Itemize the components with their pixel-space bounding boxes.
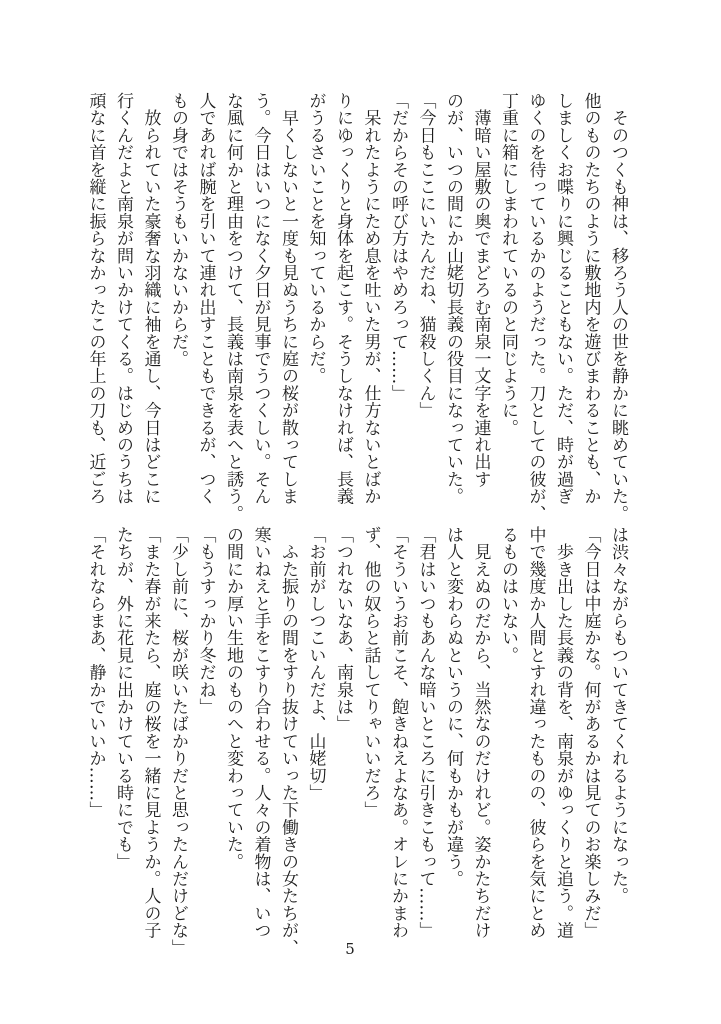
text-line: 「少し前に、桜が咲いたばかりだと思ったんだけどな」: [168, 526, 188, 956]
text-line: のが、いつの間にか山姥切長義の役目になっていた。: [443, 92, 463, 505]
text-line: しましくお喋りに興じることもない。ただ、時が過ぎ: [553, 92, 573, 505]
text-line: がうるさいことを知っているからだ。: [305, 92, 326, 385]
page-number: 5: [345, 940, 355, 958]
text-line: りにゆっくりと身体を起こす。そうしなければ、長義: [333, 92, 353, 505]
upper-text-block: [81, 92, 631, 522]
text-line: う。今日はいつになく夕日が見事でうつくしい。そん: [250, 92, 271, 505]
text-line: は人と変わらぬというのに、何もかもが違う。: [443, 526, 463, 888]
text-line: 「もうすっかり冬だね」: [195, 526, 216, 716]
text-line: 早くしないと一度も見ぬうちに庭の桜が散ってしま: [278, 92, 298, 505]
text-line: 「今日は中庭かな。何があるかは見てのお楽しみだ」: [580, 526, 601, 939]
text-line: 「だからその呼び方はやめろって……」: [388, 92, 408, 402]
text-line: そのつくも神は、移ろう人の世を静かに眺めていた。: [608, 92, 628, 522]
text-line: 「今日もここにいたんだね、猫殺しくん」: [415, 92, 436, 419]
text-line: な風に何かと理由をつけて、長義は南泉を表へと誘う。: [223, 92, 243, 522]
text-line: ゆくのを待っているかのようだった。刀としての彼が、: [525, 92, 546, 522]
text-line: ず、他の奴らと話してりゃいいだろ」: [360, 526, 381, 819]
text-line: たちが、外に花見に出かけている時にでも」: [113, 526, 133, 870]
lower-text-block: [81, 526, 631, 956]
text-line: ふた振りの間をすり抜けていった下働きの女たちが、: [278, 526, 298, 956]
text-line: 「君はいつもあんな暗いところに引きこもって……」: [415, 526, 436, 939]
text-line: 丁重に箱にしまわれているのと同じように。: [498, 92, 518, 436]
text-line: 「また春が来たら、庭の桜を一緒に見ようか。人の子: [140, 526, 161, 939]
text-line: もの身ではそうもいかないからだ。: [168, 92, 188, 368]
text-line: 呆れたようにため息を吐いた男が、仕方ないとばか: [360, 92, 381, 505]
text-line: 「そういうお前こそ、飽きねえよなあ。オレにかまわ: [388, 526, 408, 939]
text-line: るものはいない。: [498, 526, 518, 664]
text-line: 行くんだよと南泉が問いかけてくる。はじめのうちは: [113, 92, 133, 505]
text-line: 寒いねえと手をこすり合わせる。人々の着物は、いつ: [250, 526, 271, 939]
text-line: 人であれば腕を引いて連れ出すこともできるが、つく: [195, 92, 216, 505]
text-line: の間にか厚い生地のものへと変わっていた。: [223, 526, 243, 870]
text-line: 見えぬのだから、当然なのだけれど。姿かたちだけ: [470, 526, 491, 939]
text-line: は渋々ながらもついてきてくれるようになった。: [608, 526, 628, 905]
text-line: 「それならまあ、静かでいいか……」: [85, 526, 106, 819]
text-line: 「つれないなあ、南泉は」: [333, 526, 353, 733]
text-line: 「お前がしつこいんだよ、山姥切」: [305, 526, 326, 802]
text-line: 他のものたちのように敷地内を遊びまわることも、か: [580, 92, 601, 505]
text-line: 放られていた豪奢な羽織に袖を通し、今日はどこに: [140, 92, 161, 505]
text-line: 歩き出した長義の背を、南泉がゆっくりと追う。道: [553, 526, 573, 939]
text-line: 中で幾度か人間とすれ違ったものの、彼らを気にとめ: [525, 526, 546, 939]
text-line: 頑なに首を縦に振らなかったこの年上の刀も、近ごろ: [85, 92, 106, 505]
text-line: 薄暗い屋敷の奥でまどろむ南泉一文字を連れ出す: [470, 92, 491, 488]
